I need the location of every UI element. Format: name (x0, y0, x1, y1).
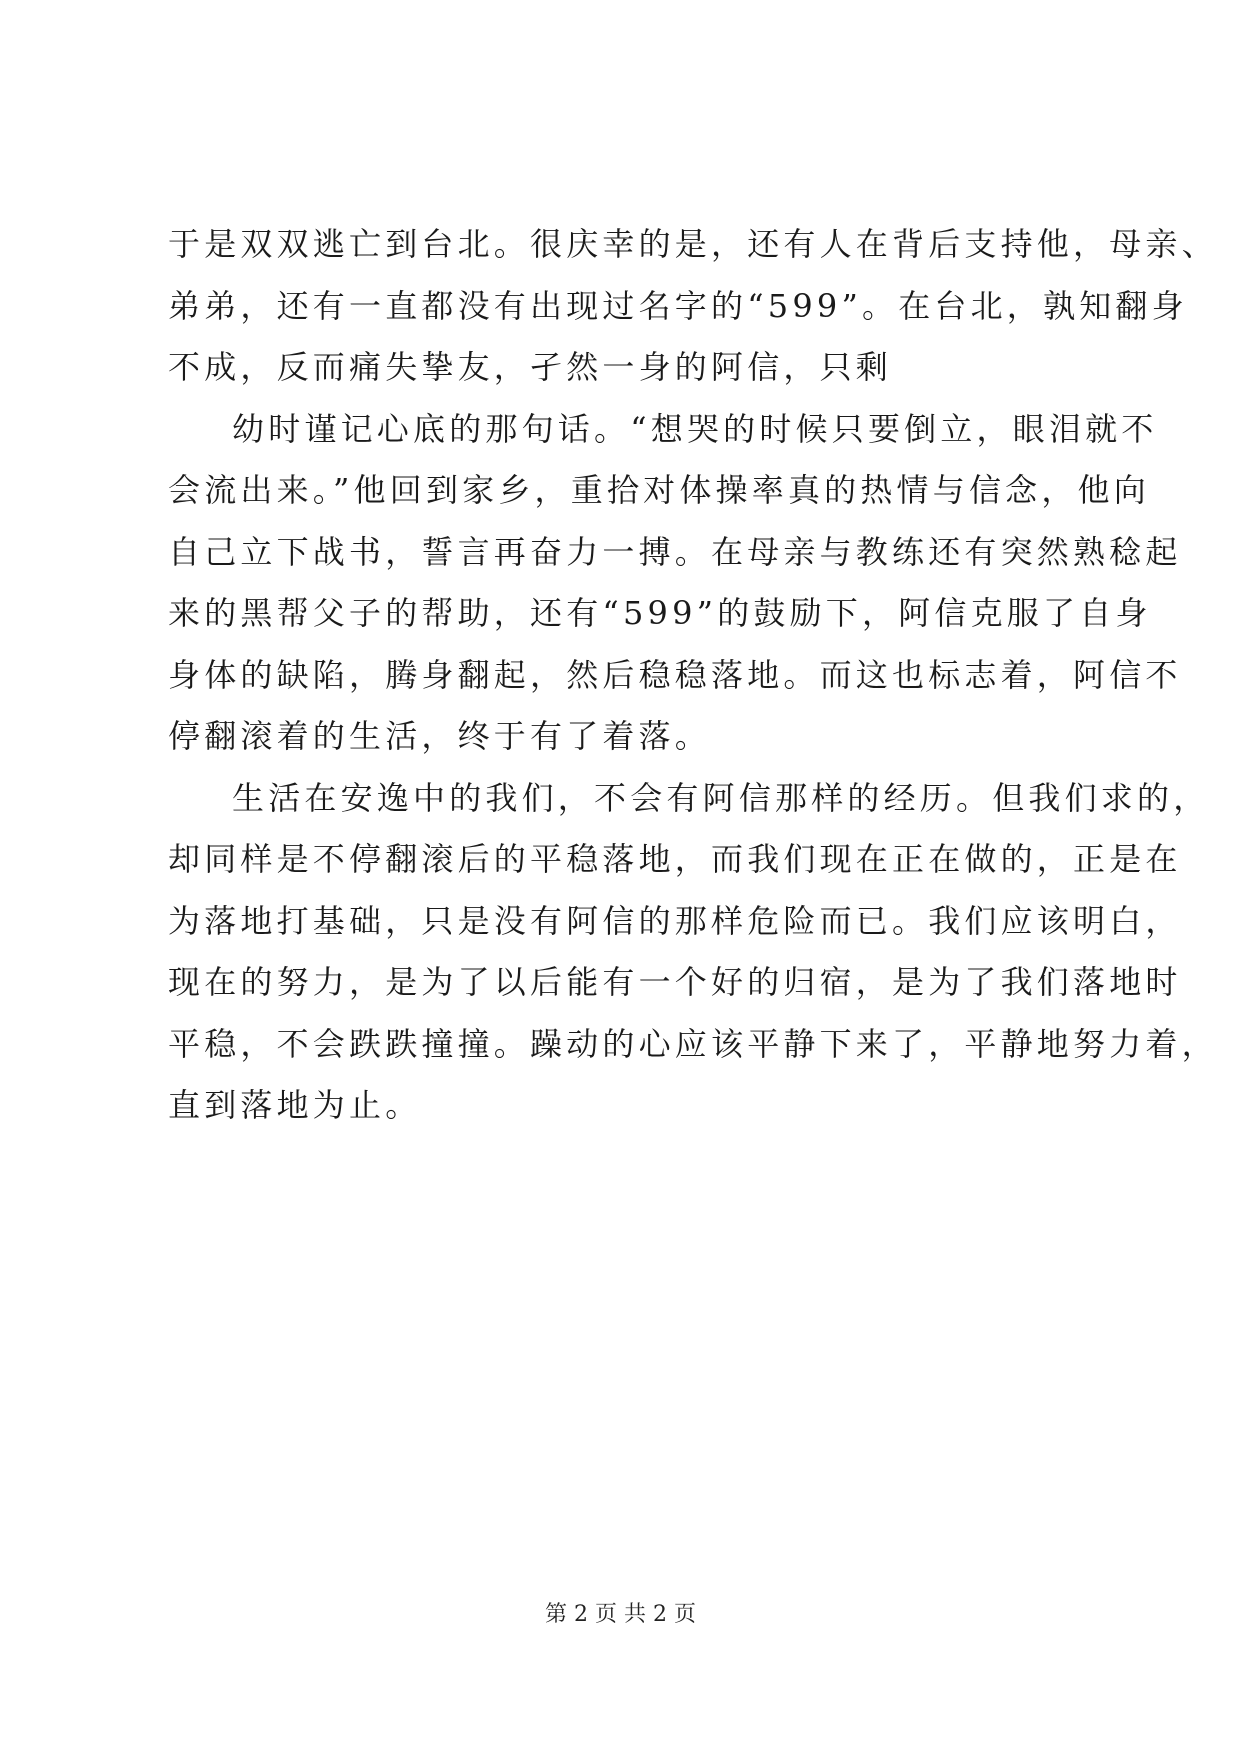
text-line: 为落地打基础，只是没有阿信的那样危险而已。我们应该明白， (168, 901, 1182, 940)
paragraph-3 (168, 768, 1218, 1137)
text-line: 来的黑帮父子的帮助，还有“599”的鼓励下，阿信克服了自身 (168, 594, 1152, 632)
text-line: 会流出来。”他回到家乡，重拾对体操率真的热情与信念，他向 (168, 471, 1150, 509)
text-line: 平稳，不会跌跌撞撞。躁动的心应该平静下来了，平静地努力着， (168, 1024, 1218, 1063)
document-body (168, 214, 1218, 1137)
text-line: 不成，反而痛失挚友，孑然一身的阿信，只剩 (168, 348, 893, 386)
paragraph-1 (168, 214, 1218, 399)
text-line: 弟弟，还有一直都没有出现过名字的“599”。在台北，孰知翻身 (168, 286, 1188, 325)
text-line: 直到落地为止。 (168, 1086, 422, 1124)
text-line: 自己立下战书，誓言再奋力一搏。在母亲与教练还有突然熟稔起 (168, 532, 1182, 571)
text-line: 幼时谨记心底的那句话。“想哭的时候只要倒立，眼泪就不 (232, 409, 1158, 448)
text-line: 身体的缺陷，腾身翻起，然后稳稳落地。而这也标志着，阿信不 (168, 655, 1182, 694)
page-footer (0, 1600, 1241, 1630)
text-line: 却同样是不停翻滚后的平稳落地，而我们现在正在做的，正是在 (168, 840, 1182, 878)
page-number: 第 2 页 共 2 页 (545, 1602, 696, 1627)
paragraph-2 (168, 399, 1182, 768)
text-line: 现在的努力，是为了以后能有一个好的归宿，是为了我们落地时 (168, 963, 1182, 1001)
text-line: 生活在安逸中的我们，不会有阿信那样的经历。但我们求的， (232, 778, 1210, 817)
text-line: 于是双双逃亡到台北。很庆幸的是，还有人在背后支持他，母亲、 (168, 225, 1218, 263)
text-line: 停翻滚着的生活，终于有了着落。 (168, 717, 712, 755)
